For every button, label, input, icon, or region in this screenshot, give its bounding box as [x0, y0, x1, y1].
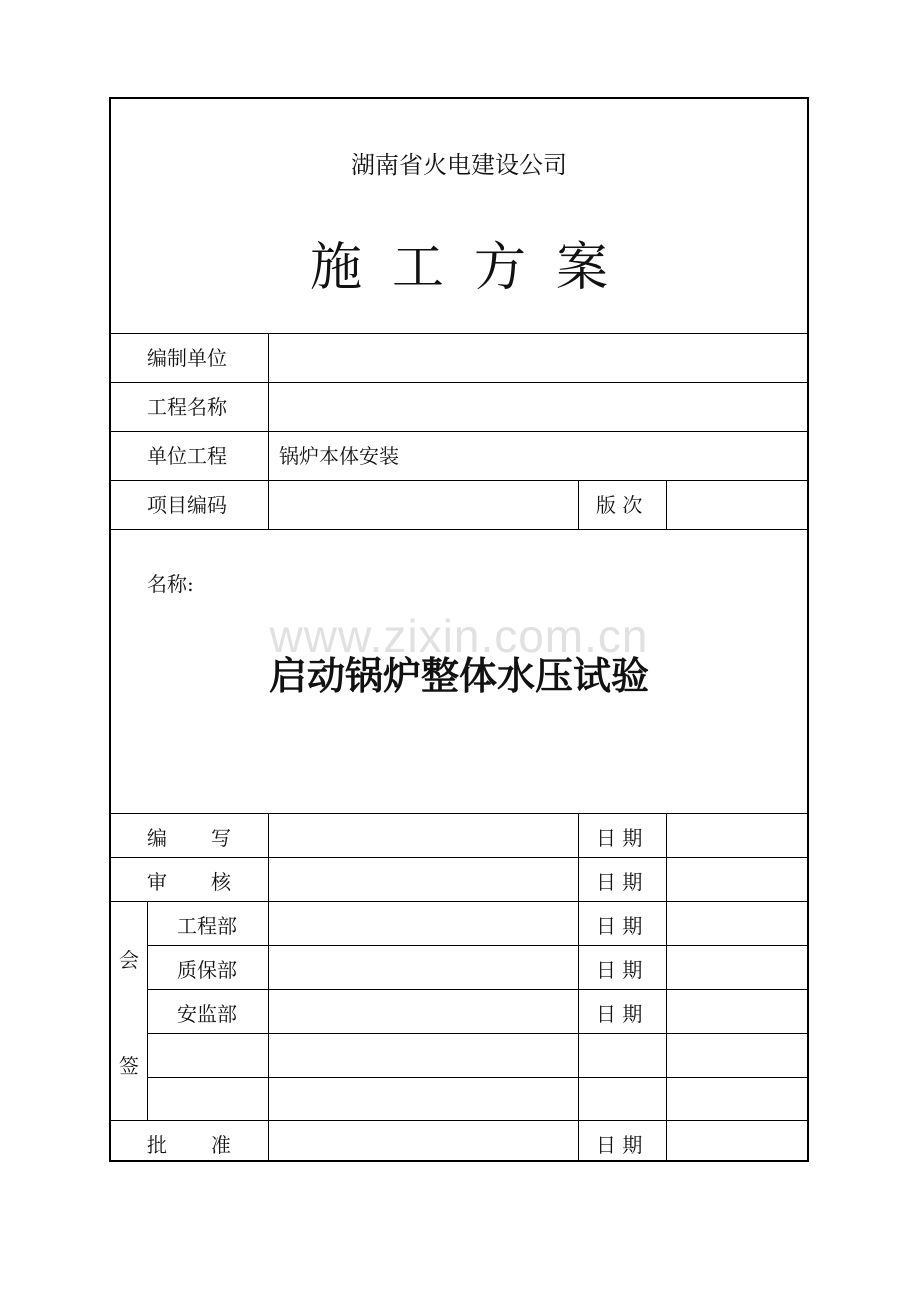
label-item-code: 项目编码	[147, 493, 227, 517]
label-date-review: 日 期	[596, 870, 643, 894]
col-divider-version-a	[578, 480, 579, 529]
divider-name	[111, 813, 809, 814]
col-divider-version-b	[666, 480, 667, 529]
divider-review	[111, 901, 809, 902]
col-divider-info	[268, 333, 269, 529]
label-date-approve: 日 期	[596, 1133, 643, 1157]
divider-dept3	[147, 1033, 809, 1034]
label-reviewed-by: 审 核	[147, 870, 231, 894]
label-date-quality: 日 期	[596, 958, 643, 982]
divider-write	[111, 857, 809, 858]
divider-row3	[111, 480, 809, 481]
label-dept-engineering: 工程部	[177, 914, 237, 938]
divider-blank1	[147, 1077, 809, 1078]
label-dept-quality: 质保部	[177, 958, 237, 982]
label-countersign-bottom: 签	[119, 1054, 139, 1078]
label-date-safety: 日 期	[596, 1002, 643, 1026]
divider-dept2	[147, 989, 809, 990]
col-divider-date-b	[666, 813, 667, 1161]
label-written-by: 编 写	[147, 826, 231, 850]
col-divider-date-a	[578, 813, 579, 1161]
label-version: 版 次	[596, 493, 643, 517]
divider-approve	[111, 1120, 809, 1121]
divider-row1	[111, 382, 809, 383]
divider-row4	[111, 529, 809, 530]
divider-row2	[111, 431, 809, 432]
col-divider-countersign	[147, 901, 148, 1120]
value-unit-project[interactable]: 锅炉本体安装	[279, 444, 399, 468]
label-compiling-unit: 编制单位	[147, 346, 227, 370]
company-name: 湖南省火电建设公司	[351, 151, 567, 179]
label-date-write: 日 期	[596, 826, 643, 850]
label-name: 名称:	[147, 572, 194, 596]
label-countersign-top: 会	[119, 948, 139, 972]
label-unit-project: 单位工程	[147, 444, 227, 468]
label-project-name: 工程名称	[147, 395, 227, 419]
document-title: 施工方案	[309, 238, 638, 298]
label-approved-by: 批 准	[147, 1133, 231, 1157]
divider-dept1	[147, 945, 809, 946]
label-date-engineering: 日 期	[596, 914, 643, 938]
col-divider-sign	[268, 813, 269, 1161]
plan-name: 启动锅炉整体水压试验	[268, 654, 649, 698]
document-frame	[109, 97, 809, 1162]
watermark: www.zixin.com.cn	[269, 610, 649, 662]
divider-header	[111, 333, 809, 334]
label-dept-safety: 安监部	[177, 1002, 237, 1026]
